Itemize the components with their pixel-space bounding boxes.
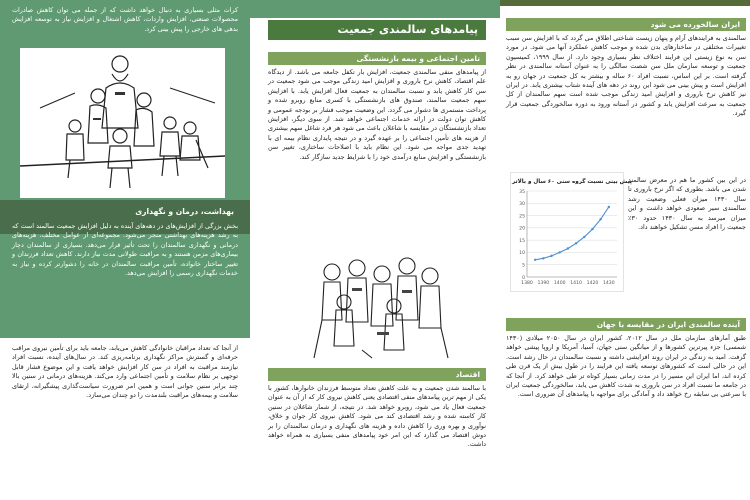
chart-title: پیش بینی نسبت گروه سنی ۶۰ سال و بالاتر: [512, 179, 632, 185]
data-point: [583, 236, 585, 238]
data-point: [542, 257, 544, 259]
data-point: [534, 259, 536, 261]
data-point: [559, 251, 561, 253]
x-tick-label: 1400: [553, 281, 566, 286]
data-point: [591, 228, 593, 230]
health-text-2: از آنجا که تعداد مراقبان خانوادگی کاهش می‌یابد، جامعه باید برای تأمین نیروی مراقب حرفه‌ای و گسترش مراکز نگهداری برنامه‌ریزی کند. در سال‌های آینده، نسبت افراد نیازمند مراقبت به افراد در سن کار افزایش خواهد یافت و این موضوع فشار قابل توجهی بر نظام سلامت و تأمین اجتماعی وارد می‌کند. هزینه‌های درمانی در سنین بالا چند برابر سنین جوانی است و همین امر ضرورت سیاست‌گذاری پیشگیرانه، ارتقای سلامت و بیمه‌های مراقبت بلندمدت را دو چندان می‌سازد.: [12, 344, 238, 400]
tightrope-cartoon: [20, 48, 225, 198]
future-aging-text: طبق آمارهای سازمان ملل در سال ۲۰۱۲، کشور ایران در سال ۲۰۵۰ میلادی (۱۴۳۰ شمسی) جزء پیرترین کشورها و از میانگین سنی جهان، آسیا، آمریکا و اروپا پیشی خواهد گرفت. امید به زندگی در ایران روند افزایشی داشته و نسبت سالمندان در حال رشد است. این در حالی است که کشورهای توسعه یافته این فرایند را در طول بیش از یک قرن طی کرده اند، اما ایران این مسیر را در مدت زمانی بسیار کوتاه تر طی خواهد کرد. از آنجا که در جامعه ما نسبت افراد در سن باروری به شدت کاهش می یابد، سالخوردگی جمعیت ایران با سرعتی بی سابقه رخ خواهد داد و آمادگی برای مواجهه با پیامدهای آن ضروری است.: [506, 334, 746, 399]
data-point: [608, 206, 610, 208]
aging-line-chart: [511, 173, 632, 291]
x-tick-label: 1430: [602, 281, 615, 286]
y-tick-label: 30: [519, 202, 525, 208]
aging-chart: [510, 172, 632, 292]
elderly-group-cartoon: [302, 250, 452, 362]
aging-iran-text-block: [506, 34, 746, 170]
health-text-block: [12, 222, 238, 342]
health-text-block-2: [12, 344, 238, 496]
x-tick-label: 1420: [586, 281, 599, 286]
social-security-text-block: [268, 68, 486, 246]
data-point: [575, 242, 577, 244]
y-tick-label: 0: [522, 275, 525, 281]
elderly-group-icon: [302, 250, 452, 362]
x-tick-label: 1390: [537, 281, 550, 286]
future-aging-heading: آینده سالمندی ایران در مقایسه با جهان: [506, 318, 746, 331]
series-line: [535, 207, 609, 260]
social-security-heading: تامین اجتماعی و بیمه بازنشستگی: [268, 52, 486, 65]
y-tick-label: 20: [519, 226, 525, 232]
left-intro-block: [12, 6, 238, 46]
y-tick-label: 10: [519, 251, 525, 257]
y-tick-label: 5: [522, 263, 525, 269]
page-title: پیامدهای سالمندی جمعیت: [268, 20, 486, 40]
y-tick-label: 25: [519, 214, 525, 220]
data-point: [567, 247, 569, 249]
data-point: [550, 255, 552, 257]
economy-text: با سالمند شدن جمعیت و به علت کاهش تعداد متوسط فرزندان خانوارها، کشور با یکی از مهم ترین پیامدهای منفی اقتصادی یعنی کاهش نیروی کار که از آن به عنوان جمعیت فعال یاد می شود، روبرو خواهد شد. در نتیجه، از شمار شاغلان در سنین کار کاسته شده و رشد اقتصادی کند می شود. کاهش نیروی کار جوان و خلاق، نوآوری و بهره وری را کاهش داده و هزینه های نگهداری و درمان سالمندان را بر دوش اقتصاد می گذارد که این امر خود پیامدهای منفی بسیاری به همراه خواهد داشت.: [268, 384, 486, 449]
left-column: [0, 0, 250, 500]
data-point: [599, 218, 601, 220]
health-text: بخش بزرگی از افزایش‌های در دهه‌های آینده به‌ دلیل افزایش جمعیت سالمند است که به رشد هزینه‌های بهداشتی منجر می‌شود. مجموعه‌ای از عوامل مختلف، هزینه‌های درمانی و نگهداری سالمندان را تحت تأثیر قرار می‌دهد. بسیاری از سالمندان دچار بیماری‌های مزمن هستند و به مراقبت طولانی مدت نیاز دارند. کاهش تعداد فرزندان و تغییر ساختار خانواده، تأمین مراقبت سالمندان در خانه را دشوار‌تر کرده و نیاز به خدمات نگهداری رسمی را افزایش می‌دهد.: [12, 222, 238, 278]
left-intro-text: کرات مثلی بسیاری به دنبال خواهد داشت که از جمله می توان کاهش صادرات محصولات صنعتی، افزایش واردات، کاهش اشتغال و افزایش نیاز به توسعه افزایش بدهی های خارجی را پیش بینی کرد.: [12, 6, 238, 33]
social-security-text: از پیامدهای منفی سالمندی جمعیت، افزایش بار تکفل جامعه می باشد. از دیدگاه علم اقتصاد، کاهش نرخ باروری و افزایش امید زندگی موجب می شود جمعیت در سن کار کاهش یابد و نسبت سالمندان به جمعیت فعال افزایش یابد. با افزایش سهم جمعیت سالمند، صندوق های بازنشستگی با کسری منابع روبرو شده و پرداخت مستمری ها دشوار می گردد. این وضعیت موجب فشار بر بودجه عمومی و کاهش توان دولت در ارائه خدمات اجتماعی خواهد شد. از سوی دیگر، افزایش تعداد بازنشستگان در مقایسه با شاغلان باعث می شود هر فرد شاغل سهم بیشتری از هزینه های تأمین اجتماعی را بر عهده گیرد و در نتیجه پایداری نظام بیمه ای با تهدید جدی مواجه می شود. این نظام باید با اصلاحات ساختاری، تغییر سن بازنشستگی و افزایش منابع درآمدی خود را با شرایط جدید سازگار کند.: [268, 68, 486, 161]
y-tick-label: 35: [519, 189, 525, 195]
future-aging-text-block: [506, 334, 746, 496]
aging-iran-heading: ایران سالخورده می شود: [506, 18, 746, 31]
economy-text-block: [268, 384, 486, 496]
chart-side-text-block: [628, 176, 746, 306]
x-tick-label: 1380: [521, 281, 533, 286]
health-heading: بهداشت، درمان و نگهداری: [135, 207, 234, 216]
economy-heading: اقتصاد: [268, 368, 486, 381]
aging-iran-text: سالمندی به فرایندهای آرام و پنهان زیست شناختی اطلاق می گردد که با افزایش سن سبب تغییرات مختلفی در ساختارهای بدن شده و موجب کاهش عملکرد آنها می شود. در مورد سن به نوع زیستی این فرایند اختلاف نظر بسیاری وجود دارد. از سال ۱۹۹۹، کمیسیون جمعیت و توسعه سازمان ملل سن شصت سالگی را به عنوان آستانه سالمندی در نظر گرفته است. بر این اساس، نسبت افراد ۶۰ ساله و بیشتر به کل جمعیت در جهان رو به افزایش است و پیش بینی می شود این روند در دهه های آینده شتاب بیشتری یابد. در ایران نیز کاهش نرخ باروری و افزایش امید زندگی موجب شده است سهم سالمندان از کل جمعیت به سرعت افزایش یابد و کشور در آستانه ورود به دوره سالخوردگی جمعیت قرار گیرد.: [506, 34, 746, 118]
x-tick-label: 1410: [570, 281, 582, 286]
y-tick-label: 15: [519, 238, 525, 244]
chart-side-text: در این بین کشور ما هم در معرض سالمند شدن می باشد. بطوری که اگر نرخ باروری تا سال ۱۴۳۰ میزان فعلی وضعیت رشد سالمندی سیر صعودی خواهد داشت و این میزان میرسد به سال ۱۴۳۰ حدود ۳۰٪ جمعیت را افراد مسن تشکیل خواهند داد.: [628, 176, 746, 232]
elderly-crowd-on-tightrope-icon: [20, 48, 225, 198]
middle-top-bar: [250, 0, 500, 18]
